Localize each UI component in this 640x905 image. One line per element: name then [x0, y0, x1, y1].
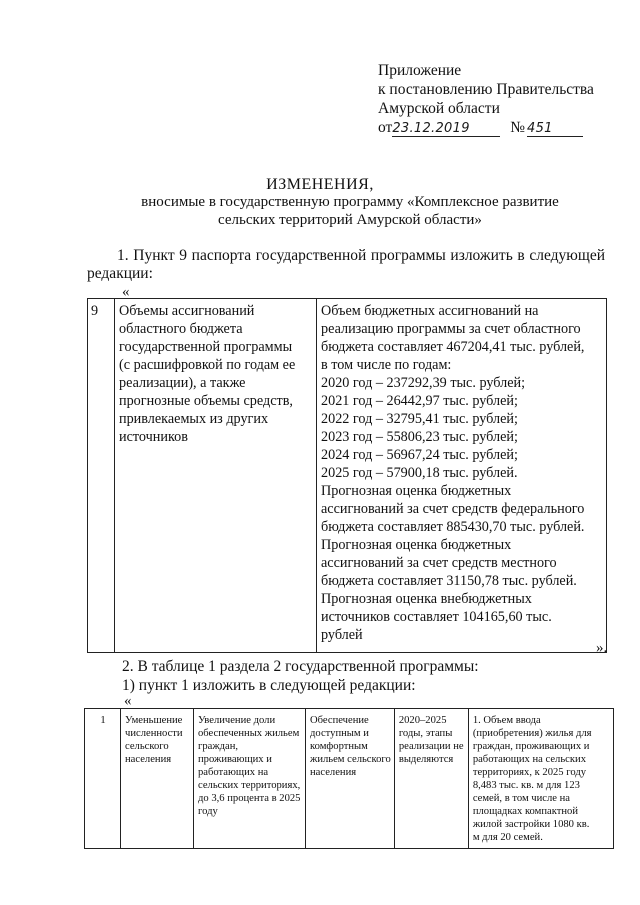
cell-line: годы, этапы — [398, 728, 453, 739]
open-quote-2: « — [124, 693, 132, 709]
passport-table — [87, 298, 607, 653]
close-quote: ». — [596, 640, 608, 656]
cell-line: (приобретения) жилья для — [472, 728, 592, 739]
subtitle-line: вносимые в государственную программу «Комплексное развитие — [141, 194, 559, 210]
cell-line: реализацию программы за счет областного — [321, 321, 581, 337]
table-cell-period — [394, 709, 468, 849]
cell-line: Уменьшение — [125, 715, 183, 726]
subtitle-line: сельских территорий Амурской области» — [218, 212, 482, 228]
cell-line: сельского — [125, 741, 169, 752]
cell-line: источников составляет 104165,60 тыс. — [321, 609, 552, 625]
appendix-line-2: к постановлению Правительства — [378, 81, 594, 98]
cell-line: Прогнозная оценка бюджетных — [321, 483, 512, 499]
date-prefix: от — [378, 119, 393, 136]
cell-line: проживающих и — [198, 754, 272, 765]
cell-line: 2023 год – 55806,23 тыс. рублей; — [321, 429, 518, 445]
cell-line: году — [198, 806, 218, 817]
handwritten-date: 23.12.2019 — [392, 121, 470, 136]
table-cell-task — [306, 709, 395, 849]
cell-line: до 3,6 процента в 2025 — [198, 793, 301, 804]
cell-line: работающих на — [198, 767, 269, 778]
cell-line: площадках компактной — [472, 806, 578, 817]
cell-line: жилой застройки 1080 кв. — [472, 819, 590, 830]
cell-line: 2022 год – 32795,41 тыс. рублей; — [321, 411, 518, 427]
cell-line: 2025 год – 57900,18 тыс. рублей. — [321, 465, 518, 481]
cell-line: территориях, к 2025 году — [472, 767, 587, 778]
table-cell-value — [317, 299, 607, 653]
cell-line: населения — [310, 767, 357, 778]
cell-line: жильем сельского — [310, 754, 391, 765]
document-subtitle — [60, 193, 640, 229]
cell-line: государственной программы — [119, 339, 293, 355]
cell-line: 8,483 тыс. кв. м для 123 — [472, 780, 580, 791]
table-cell-number: 9 — [88, 299, 115, 653]
paragraph-1-line-2: редакции: — [87, 265, 153, 282]
table-cell-number: 1 — [85, 709, 121, 849]
cell-line: 2020–2025 — [398, 715, 447, 726]
appendix-line-3: Амурской области — [378, 100, 500, 117]
paragraph-3: 1) пункт 1 изложить в следующей редакции: — [122, 677, 416, 694]
cell-line: в том числе по годам: — [321, 357, 452, 373]
cell-line: выделяются — [398, 754, 454, 765]
cell-line: областного бюджета — [119, 321, 243, 337]
cell-line: Увеличение доли — [198, 715, 276, 726]
table-cell-indicator — [194, 709, 306, 849]
paragraph-2: 2. В таблице 1 раздела 2 государственной программы: — [122, 658, 479, 675]
cell-line: бюджета составляет 885430,70 тыс. рублей. — [321, 519, 585, 535]
cell-line: м для 20 семей. — [472, 832, 543, 843]
cell-line: бюджета составляет 467204,41 тыс. рублей, — [321, 339, 585, 355]
cell-line: привлекаемых из других — [119, 411, 269, 427]
cell-line: граждан, — [198, 741, 239, 752]
handwritten-number: 451 — [527, 121, 553, 136]
cell-line: прогнозные объемы средств, — [119, 393, 293, 409]
appendix-date-line — [378, 118, 594, 137]
cell-line: 1. Объем ввода — [472, 715, 541, 726]
cell-line: (с расшифровкой по годам ее — [119, 357, 296, 373]
paragraph-1-line-1: 1. Пункт 9 паспорта государственной программы изложить в следующей — [117, 247, 605, 264]
appendix-line-1: Приложение — [378, 62, 462, 79]
cell-line: источников — [119, 429, 188, 445]
date-field — [392, 120, 500, 137]
cell-line: ассигнований за счет средств федерального — [321, 501, 585, 517]
cell-line: населения — [125, 754, 172, 765]
cell-line: реализации), а также — [119, 375, 246, 391]
table-cell-result — [468, 709, 613, 849]
cell-line: численности — [125, 728, 183, 739]
appendix-header — [378, 61, 594, 137]
cell-line: семей, в том числе на — [472, 793, 571, 804]
cell-line: работающих на сельских — [472, 754, 586, 765]
number-field — [527, 120, 583, 137]
cell-line: Прогнозная оценка внебюджетных — [321, 591, 532, 607]
cell-line: сельских территориях, — [198, 780, 301, 791]
cell-line: доступным и — [310, 728, 369, 739]
cell-line: обеспеченных жильем — [198, 728, 300, 739]
table-row — [88, 299, 607, 653]
cell-line: 2021 год – 26442,97 тыс. рублей; — [321, 393, 518, 409]
indicators-table — [84, 708, 614, 849]
cell-line: бюджета составляет 31150,78 тыс. рублей. — [321, 573, 577, 589]
table-cell-goal — [121, 709, 194, 849]
cell-line: Прогнозная оценка бюджетных — [321, 537, 512, 553]
cell-line: 2020 год – 237292,39 тыс. рублей; — [321, 375, 526, 391]
cell-line: Объем бюджетных ассигнований на — [321, 303, 539, 319]
cell-line: Объемы ассигнований — [119, 303, 255, 319]
cell-line: 2024 год – 56967,24 тыс. рублей; — [321, 447, 518, 463]
cell-line: комфортным — [310, 741, 368, 752]
cell-line: граждан, проживающих и — [472, 741, 590, 752]
cell-line: рублей — [321, 627, 363, 643]
table-cell-label — [115, 299, 317, 653]
document-title: ИЗМЕНЕНИЯ, — [266, 176, 374, 193]
open-quote: « — [122, 284, 130, 300]
cell-line: реализации не — [398, 741, 464, 752]
cell-line: ассигнований за счет средств местного — [321, 555, 557, 571]
cell-line: Обеспечение — [310, 715, 369, 726]
number-prefix: № — [510, 119, 525, 136]
table-row — [85, 709, 614, 849]
